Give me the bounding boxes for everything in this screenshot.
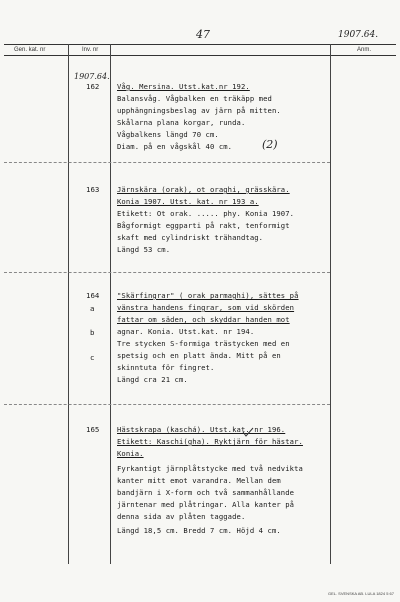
entry-line: Tre stycken S-formiga trästycken med en <box>117 339 290 348</box>
entry-separator <box>4 162 330 163</box>
entry-line: denna sida av plåten taggade. <box>117 512 246 521</box>
handwritten-annotation: (2) <box>262 138 278 151</box>
entry-line: kanter mitt emot varandra. Mellan dem <box>117 476 281 485</box>
entry-number: 164 <box>86 291 100 300</box>
entry-line: Längd cra 21 cm. <box>117 375 188 384</box>
entry-line: Diam. på en vågskål 40 cm. <box>117 142 233 151</box>
column-divider-2 <box>110 44 111 564</box>
entry-separator <box>4 404 330 405</box>
header-top-rule <box>4 44 396 45</box>
page-number: 47 <box>196 28 210 41</box>
entry-sub-label: b <box>90 328 95 337</box>
entry-line: agnar. Konia. Utst.kat. nr 194. <box>117 327 255 336</box>
entry-line: Fyrkantigt järnplåtstycke med två nedvikta <box>117 464 303 473</box>
entry-line: Konia 1907. Utst. kat. nr 193 a. <box>117 197 259 206</box>
entry-line: bandjärn i X-form och två sammanhållande <box>117 488 295 497</box>
entry-line: Vågbalkens längd 70 cm. <box>117 130 219 139</box>
entry-line: Järnskära (orak), ot oraghi, grässkära. <box>117 185 290 194</box>
entry-line: Etikett: Ot orak. ..... phy. Konia 1907. <box>117 209 295 218</box>
column-divider-3 <box>330 44 331 564</box>
checkmark-icon <box>242 427 254 437</box>
entry-line: Skålarna plana korgar, runda. <box>117 118 246 127</box>
entry-number: 163 <box>86 185 100 194</box>
entry-line: vänstra handens fingrar, som vid skörden <box>117 303 295 312</box>
entry-line: spetsig och en platt ända. Mitt på en <box>117 351 281 360</box>
inventory-year: 1907.64. <box>74 72 110 81</box>
entry-line: fattar om säden, och skyddar handen mot <box>117 315 290 324</box>
year-reference: 1907.64. <box>338 30 379 40</box>
entry-line: järntenar med plåtringar. Alla kanter på <box>117 500 295 509</box>
entry-sub-label: a <box>90 304 95 313</box>
entry-number: 165 <box>86 425 100 434</box>
entry-line: Längd 53 cm. <box>117 245 171 254</box>
column-header-gen-kat: Gen. kat. nr <box>14 47 46 53</box>
printer-footer: GEL. SVENSKA AB. LULA 1824 5 67 <box>327 591 394 596</box>
entry-line: Konia. <box>117 449 144 458</box>
entry-line: Balansvåg. Vågbalken en träkäpp med <box>117 94 272 103</box>
entry-line: Hästskrapa (kaschá). Utst.kat. nr 196. <box>117 425 286 434</box>
entry-line: skinntuta för fingret. <box>117 363 215 372</box>
entry-number: 162 <box>86 82 100 91</box>
entry-line: skaft med cylindriskt trähandtag. <box>117 233 264 242</box>
column-header-anm: Anm. <box>357 47 372 53</box>
entry-sub-label: c <box>90 353 95 362</box>
entry-line: Etikett: Kaschi(gha). Ryktjärn för hästar. <box>117 437 303 446</box>
entry-line: Längd 18,5 cm. Bredd 7 cm. Höjd 4 cm. <box>117 526 281 535</box>
entry-line: Bågformigt eggparti på rakt, tenformigt <box>117 221 290 230</box>
column-header-inv: Inv. nr <box>82 47 99 53</box>
header-bottom-rule <box>4 55 396 56</box>
column-divider-1 <box>68 44 69 564</box>
entry-separator <box>4 272 330 273</box>
entry-line: "Skärfingrar" ( orak parmaghi), sättes på <box>117 291 299 300</box>
entry-line: Våg. Mersina. Utst.kat.nr 192. <box>117 82 250 91</box>
entry-line: upphängningsbeslag av järn på mitten. <box>117 106 281 115</box>
